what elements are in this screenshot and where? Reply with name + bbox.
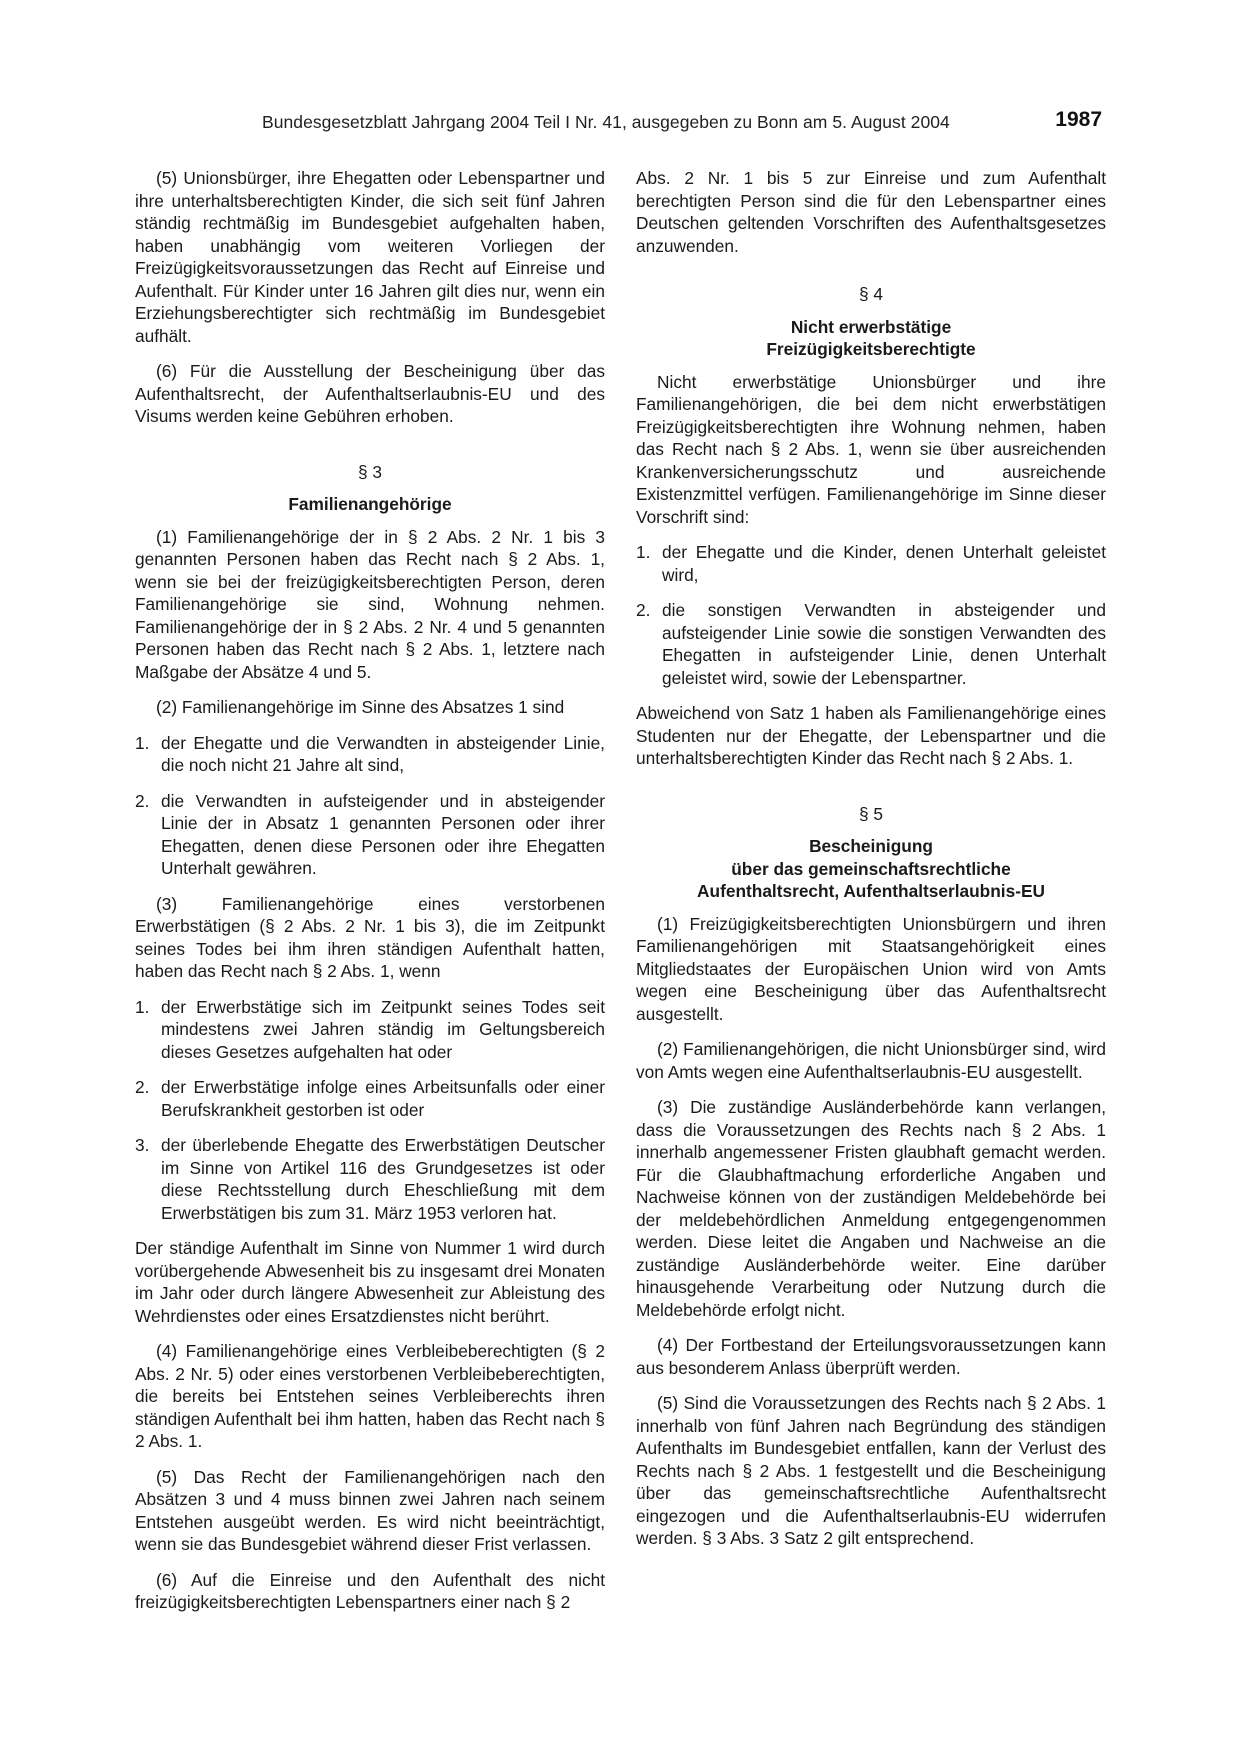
list-item [135,732,605,777]
list-item-text: der Erwerbstätige sich im Zeitpunkt seines Todes seit mindestens zwei Jahren ständig im Geltungsbereich dieses Gesetzes aufgehalten hat oder [161,996,605,1062]
list-item-text: der Erwerbstätige infolge eines Arbeitsunfalls oder einer Berufskrankheit gestorben ist oder [161,1077,605,1120]
section-number: § 4 [858,284,884,304]
section-title [636,316,1106,361]
list-item-text: der Ehegatte und die Kinder, denen Unterhalt geleistet wird, [662,542,1106,585]
list-item-text: die sonstigen Verwandten in absteigender und aufsteigender Linie sowie die sonstigen Verwandten des Ehegatten in aufsteigender Linie, denen Unterhalt geleistet wird, sowie der Lebenspartner. [662,600,1106,688]
enumerated-list [636,541,1106,689]
paragraph: (2) Familienangehörige im Sinne des Absatzes 1 sind [156,697,565,717]
section-number: § 3 [357,461,383,482]
list-item-number: 2. [636,600,651,620]
paragraph: (4) Der Fortbestand der Erteilungsvoraussetzungen kann aus besonderem Anlass überprüft werden. [636,1335,1106,1378]
section-title-line: Freizügigkeitsberechtigte [766,339,976,359]
section-title-line: über das gemeinschaftsrechtliche [731,858,1011,879]
paragraph: Abweichend von Satz 1 haben als Familienangehörige eines Studenten nur der Ehegatte, der Lebenspartner und die unterhaltsberechtigten Kinder das Recht nach § 2 Abs. 1. [636,703,1106,768]
list-item-number: 3. [135,1135,150,1155]
list-item-number: 1. [135,732,150,753]
paragraph: (4) Familienangehörige eines Verbleibeberechtigten (§ 2 Abs. 2 Nr. 5) oder eines verstorbenen Verbleibeberechtigten, die bereits bei Entstehen seines Verbleiberechts ihren ständigen Aufenthalt bei ihm hatten, haben das Recht nach § 2 Abs. 1. [135,1341,605,1451]
paragraph: (1) Familienangehörige der in § 2 Abs. 2 Nr. 1 bis 3 genannten Personen haben das Recht nach § 2 Abs. 1, wenn sie bei der freizügigkeitsberechtigten Person, deren Familienangehörige sie sind, Wohnung nehmen. Familienangehörige der in § 2 Abs. 2 Nr. 4 und 5 genannten Personen haben das Recht nach § 2 Abs. 1, letztere nach Maßgabe der Absätze 4 und 5. [135,526,605,682]
paragraph: (5) Sind die Voraussetzungen des Rechts nach § 2 Abs. 1 innerhalb von fünf Jahren nach Begründung des ständigen Aufenthalts im Bundesgebiet entfallen, kann der Verlust des Rechts nach § 2 Abs. 1 festgestellt und die Bescheinigung über das gemeinschaftsrechtliche Aufenthaltsrecht eingezogen und die Aufenthaltserlaubnis-EU widerrufen werden. § 3 Abs. 3 Satz 2 gilt entsprechend. [636,1393,1106,1548]
section-title [636,835,1106,903]
paragraph: (6) Auf die Einreise und den Aufenthalt des nicht freizügigkeitsberechtigten Lebenspartners einer nach § 2 [135,1569,605,1612]
list-item [636,599,1106,689]
paragraph: (1) Freizügigkeitsberechtigten Unionsbürgern und ihren Familienangehörigen mit Staatsangehörigkeit eines Mitgliedstaates der Europäischen Union wird von Amts wegen eine Bescheinigung über das Aufenthaltsrecht ausgestellt. [636,913,1106,1024]
list-item-text: der Ehegatte und die Verwandten in absteigender Linie, die noch nicht 21 Jahre alt sind, [161,732,605,775]
right-column [636,167,1106,1563]
list-item [135,1134,605,1224]
paragraph: Der ständige Aufenthalt im Sinne von Nummer 1 wird durch vorübergehende Abwesenheit bis zu insgesamt drei Monaten im Jahr oder durch längere Abwesenheit zur Ableistung des Wehrdienstes oder eines Ersatzdienstes nicht berührt. [135,1238,605,1326]
list-item-text: die Verwandten in aufsteigender und in absteigender Linie der in Absatz 1 genannten Personen oder ihrer Ehegatten, denen diese Personen oder ihre Ehegatten Unterhalt gewähren. [161,790,605,878]
paragraph: (5) Unionsbürger, ihre Ehegatten oder Lebenspartner und ihre unterhaltsberechtigten Kinder, die sich seit fünf Jahren ständig rechtmäßig im Bundesgebiet aufgehalten haben, haben unabhängig vom weiteren Vorliegen der Freizügigkeitsvoraussetzungen das Recht auf Einreise und Aufenthalt. Für Kinder unter 16 Jahren gilt dies nur, wenn ein Erziehungsberechtigter sich rechtmäßig im Bundesgebiet aufhält. [135,168,605,346]
section-title-line: Nicht erwerbstätige [790,316,952,337]
section-title-line: Aufenthaltsrecht, Aufenthaltserlaubnis-EU [697,881,1045,901]
list-item [135,790,605,880]
list-item-text: der überlebende Ehegatte des Erwerbstätigen Deutscher im Sinne von Artikel 116 des Grundgesetzes ist oder diese Rechtsstellung durch Eheschließung mit dem Erwerbstätigen bis zum 31. März 1953 verloren hat. [161,1135,605,1223]
paragraph: (3) Die zuständige Ausländerbehörde kann verlangen, dass die Voraussetzungen des Rechts nach § 2 Abs. 1 innerhalb angemessener Fristen glaubhaft gemacht werden. Für die Glaubhaftmachung erforderliche Angaben und Nachweise können von der zuständigen Meldebehörde bei der meldebehördlichen Anmeldung entgegengenommen werden. Diese leitet die Angaben und Nachweise an die zuständige Ausländerbehörde weiter. Eine darüber hinausgehende Verarbeitung oder Nutzung durch die Meldebehörde erfolgt nicht. [636,1097,1106,1320]
paragraph: Nicht erwerbstätige Unionsbürger und ihre Familienangehörigen, die bei dem nicht erwerbstätigen Freizügigkeitsberechtigten ihre Wohnung nehmen, haben das Recht nach § 2 Abs. 1, wenn sie über ausreichenden Krankenversicherungsschutz und ausreichende Existenzmittel verfügen. Familienangehörige im Sinne dieser Vorschrift sind: [636,371,1106,527]
header-title: Bundesgesetzblatt Jahrgang 2004 Teil I Nr. 41, ausgegeben zu Bonn am 5. August 2004 [262,112,950,132]
section-number: § 5 [858,803,884,824]
list-item-number: 1. [636,542,651,562]
paragraph: (3) Familienangehörige eines verstorbenen Erwerbstätigen (§ 2 Abs. 2 Nr. 1 bis 3), die im Zeitpunkt seines Todes bei ihm ihren ständigen Aufenthalt hatten, haben das Recht nach § 2 Abs. 1, wenn [135,893,605,981]
section-title-line: Bescheinigung [809,836,933,856]
list-item [135,1076,605,1121]
left-column [135,167,605,1627]
paragraph: (2) Familienangehörigen, die nicht Unionsbürger sind, wird von Amts wegen eine Aufenthaltserlaubnis-EU ausgestellt. [636,1039,1106,1082]
page-header [134,110,1102,138]
list-item-number: 2. [135,1077,150,1097]
paragraph: (6) Für die Ausstellung der Bescheinigung über das Aufenthaltsrecht, der Aufenthaltserlaubnis-EU und des Visums werden keine Gebühren erhoben. [135,361,605,426]
paragraph: (5) Das Recht der Familienangehörigen nach den Absätzen 3 und 4 muss binnen zwei Jahren nach seinem Entstehen ausgeübt werden. Es wird nicht beeinträchtigt, wenn sie das Bundesgebiet während dieser Frist verlassen. [135,1466,605,1554]
list-item [135,996,605,1064]
list-item [636,541,1106,586]
page-number: 1987 [1055,108,1102,131]
enumerated-list [135,732,605,880]
section-title: Familienangehörige [288,494,452,514]
list-item-number: 2. [135,790,150,811]
enumerated-list [135,996,605,1225]
paragraph: Abs. 2 Nr. 1 bis 5 zur Einreise und zum Aufenthalt berechtigten Person sind die für den Lebenspartner eines Deutschen geltenden Vorschriften des Aufenthaltsgesetzes anzuwenden. [636,168,1106,256]
list-item-number: 1. [135,996,150,1017]
